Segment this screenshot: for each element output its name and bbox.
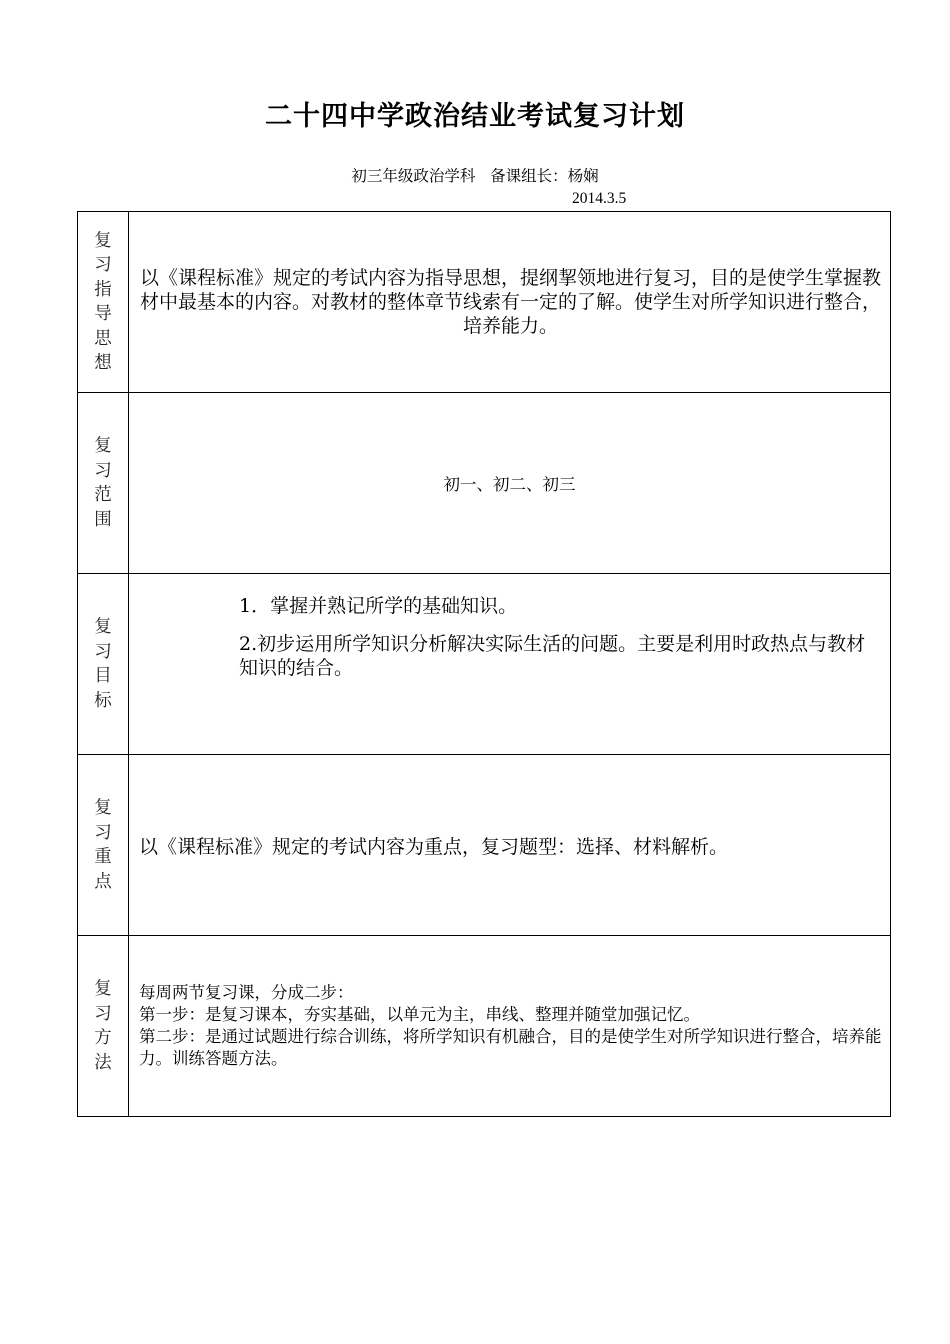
table-row-scope (78, 393, 891, 574)
row-label-method: 复习方法 (94, 979, 112, 1073)
row-label-cell (78, 393, 129, 574)
row-label-cell (78, 936, 129, 1117)
method-content (129, 936, 891, 1117)
document-date: 2014.3.5 (572, 190, 627, 207)
row-label-guiding-thought: 复习指导思想 (94, 230, 112, 373)
row-label-cell (78, 574, 129, 755)
guiding-thought-content (129, 212, 891, 393)
scope-content: 初一、初二、初三 (129, 393, 891, 574)
row-label-cell (78, 212, 129, 393)
method-line: 第一步：是复习课本，夯实基础，以单元为主，串线、整理并随堂加强记忆。 (139, 1005, 700, 1024)
row-label-focus: 复习重点 (94, 798, 112, 892)
table-row-goals (78, 574, 891, 755)
focus-content: 以《课程标准》规定的考试内容为重点，复习题型：选择、材料解析。 (129, 755, 891, 936)
row-label-scope: 复习范围 (94, 436, 112, 530)
goal-item: 2.初步运用所学知识分析解决实际生活的问题。主要是利用时政热点与教材知识的结合。 (239, 633, 866, 679)
subtitle-grade-subject-leader: 初三年级政治学科 备课组长：杨娴 (351, 167, 599, 185)
review-plan-table (77, 211, 891, 1117)
row-label-cell (78, 755, 129, 936)
table-row-focus (78, 755, 891, 936)
method-line: 第二步：是通过试题进行综合训练，将所学知识有机融合，目的是使学生对所学知识进行整合，培养能力。训练答题方法。 (139, 1027, 882, 1068)
document-title: 二十四中学政治结业考试复习计划 (265, 101, 685, 132)
goals-content (129, 574, 891, 755)
table-row-guiding-thought (78, 212, 891, 393)
method-line: 每周两节复习课，分成二步： (139, 983, 354, 1002)
table-row-method (78, 936, 891, 1117)
row-label-goals: 复习目标 (94, 617, 112, 711)
goal-item: 1．掌握并熟记所学的基础知识。 (239, 595, 518, 617)
guiding-thought-text: 以《课程标准》规定的考试内容为指导思想，提纲挈领地进行复习，目的是使学生掌握教材中最基本的内容。对教材的整体章节线索有一定的了解。使学生对所学知识进行整合，培养能力。 (139, 267, 881, 337)
